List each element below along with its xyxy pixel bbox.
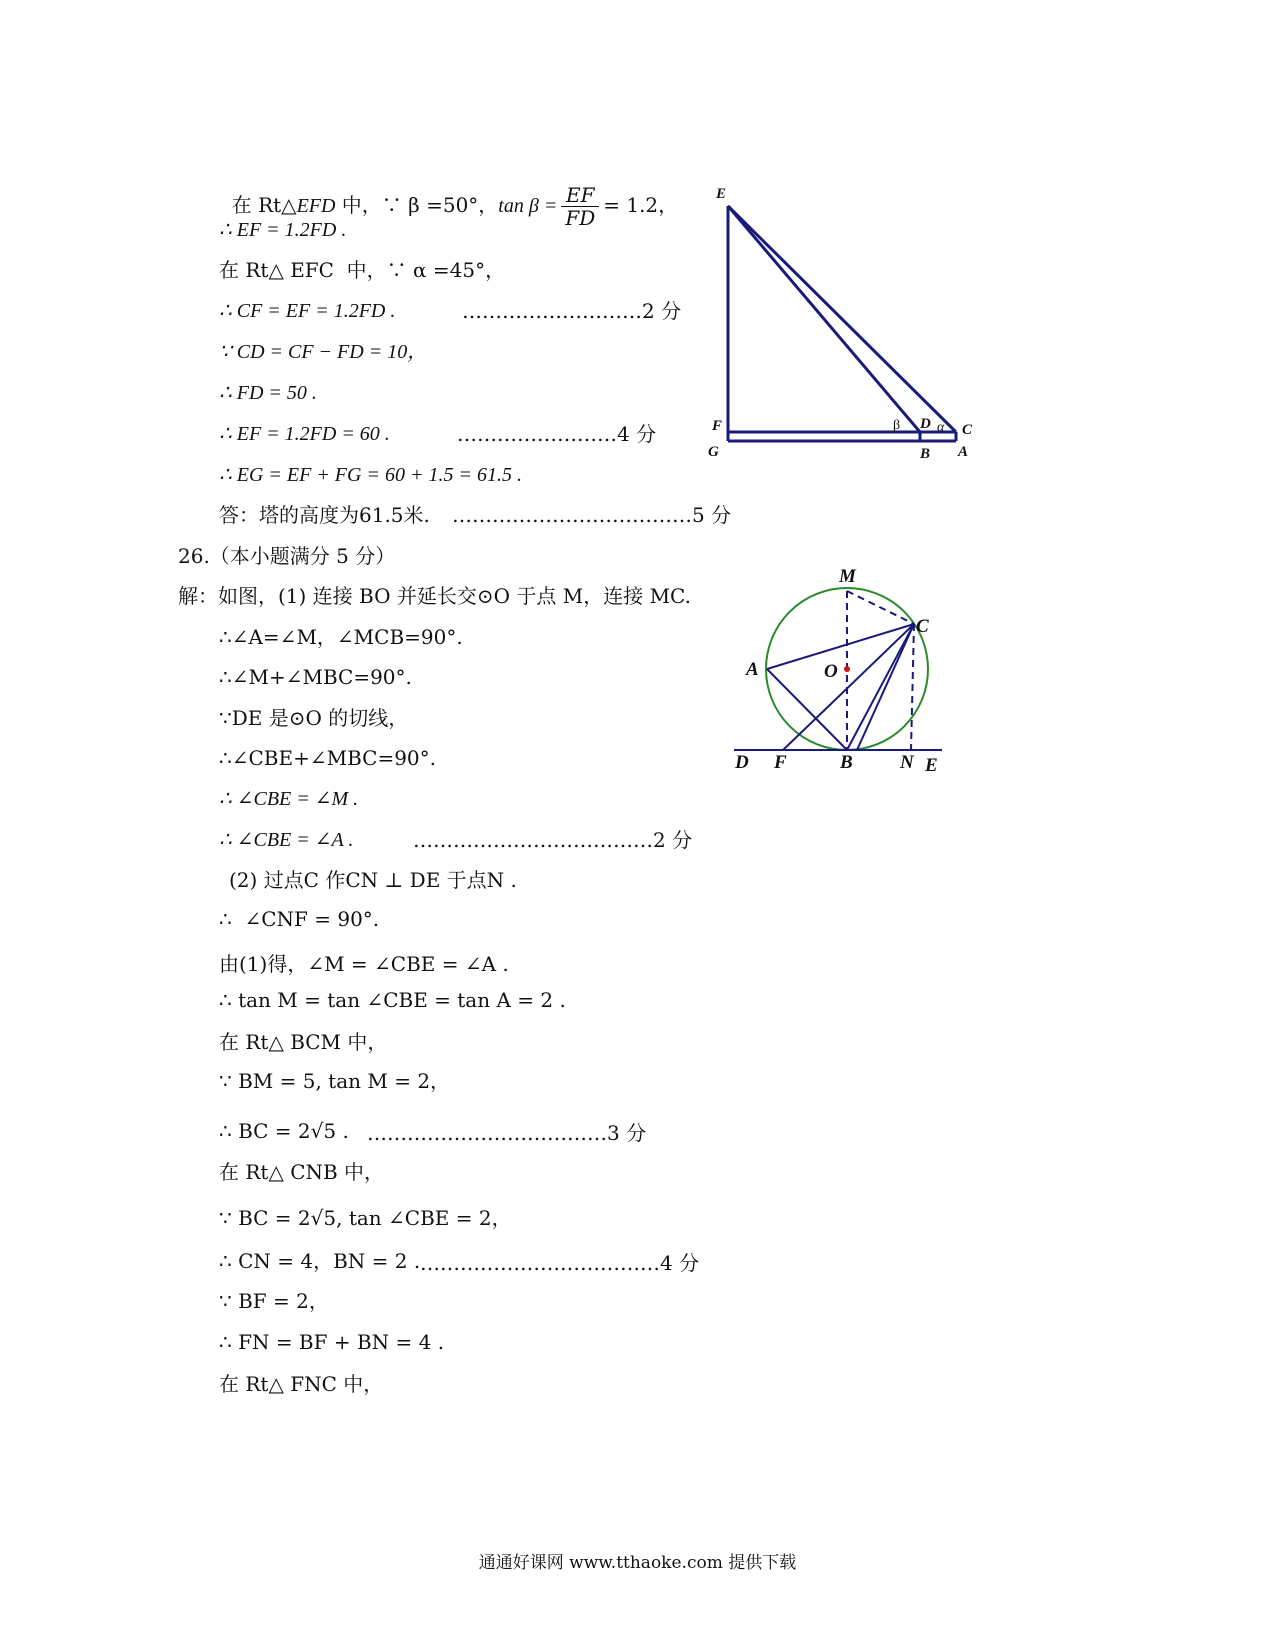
step-line: (2) 过点C 作CN ⊥ DE 于点N . (229, 868, 517, 892)
step-line: ∵ BM = 5, tan M = 2， (219, 1069, 451, 1093)
tower-triangle-figure (700, 178, 1000, 468)
label-G: G (708, 444, 719, 460)
center-point-O (844, 666, 850, 672)
step-line: ∴ ∠CBE = ∠A . (219, 829, 354, 851)
label-A: A (746, 659, 759, 680)
score-marker: ………………………………4 分 (420, 1251, 700, 1275)
answer-line: 答：塔的高度为61.5米. (219, 503, 430, 527)
label-F: F (712, 418, 723, 434)
step-line: 由(1)得，∠M = ∠CBE = ∠A . (219, 952, 509, 976)
math-fragment: tan β = (498, 195, 558, 217)
segment-CN (911, 624, 914, 750)
segment-CB (847, 624, 914, 750)
label-C: C (916, 616, 929, 637)
numerator: EF (561, 184, 599, 207)
fraction (561, 184, 599, 229)
label-E: E (925, 755, 938, 776)
step-line: ∴ tan M = tan ∠CBE = tan A = 2 . (219, 988, 566, 1012)
label-D: D (735, 752, 749, 773)
segment-ED (728, 206, 920, 432)
step-line: ∴∠CBE+∠MBC=90°. (219, 746, 437, 770)
circle-tangent-figure (726, 562, 956, 782)
label-B: B (840, 752, 853, 773)
step-line: ∴ CF = EF = 1.2FD . (219, 300, 396, 322)
label-M: M (839, 566, 856, 587)
step-line: ∴ FN = BF + BN = 4 . (219, 1330, 445, 1354)
step-line: ∴ EF = 1.2FD = 60 . (219, 423, 390, 445)
step-line: ∴∠M+∠MBC=90°. (219, 665, 412, 689)
step-line: 在 Rt△ FNC 中， (219, 1372, 384, 1396)
step-line: 在 Rt△ CNB 中， (219, 1160, 385, 1184)
score-marker: ………………………………2 分 (413, 828, 693, 852)
step-line: ∴ ∠CNF = 90°. (219, 907, 380, 931)
label-E: E (716, 186, 727, 202)
label-B: B (920, 446, 931, 462)
label-O: O (824, 661, 838, 682)
segment-CF (783, 624, 914, 750)
text-fragment: 中，∵ β =50°， (335, 193, 499, 217)
denominator: FD (565, 206, 596, 230)
step-line: ∴ ∠CBE = ∠M . (219, 788, 359, 810)
math-fragment: EFD (296, 195, 336, 217)
text-fragment: = 1.2， (603, 193, 679, 217)
step-line: ∵ BF = 2， (219, 1289, 329, 1313)
label-N: N (900, 752, 914, 773)
step-line: ∴∠A=∠M，∠MCB=90°. (219, 625, 463, 649)
question-title: 26.（本小题满分 5 分） (178, 544, 396, 568)
score-marker: ……………………4 分 (457, 422, 657, 446)
step-line: ∴ BC = 2√5 . (219, 1119, 349, 1143)
figure1-lines (728, 206, 956, 441)
step-line: 在 Rt△ EFC 中，∵ α =45°， (219, 258, 506, 282)
segment-EC (728, 206, 956, 432)
score-marker: ………………………2 分 (462, 299, 682, 323)
label-alpha: α (937, 420, 945, 435)
label-C: C (962, 422, 973, 438)
text-fragment: 在 Rt△ (231, 193, 297, 217)
label-A: A (958, 444, 969, 460)
step-line: ∴ FD = 50 . (219, 382, 317, 404)
step-line: 在 Rt△ BCM 中， (219, 1030, 388, 1054)
score-marker: ………………………………5 分 (452, 503, 732, 527)
score-marker: ………………………………3 分 (367, 1121, 647, 1145)
label-D: D (920, 416, 931, 432)
step-line: 解：如图，(1) 连接 BO 并延长交⊙O 于点 M，连接 MC. (178, 584, 691, 608)
label-beta: β (893, 418, 901, 433)
segment-C-to-chord (857, 624, 914, 750)
step-line: ∵ BC = 2√5, tan ∠CBE = 2， (219, 1206, 512, 1230)
step-line: ∴ CN = 4，BN = 2 . (219, 1249, 421, 1273)
label-F: F (774, 752, 787, 773)
step-line: ∵DE 是⊙O 的切线， (219, 706, 409, 730)
step-line: ∴ EG = EF + FG = 60 + 1.5 = 61.5 . (219, 464, 522, 486)
page-footer: 通通好课网 www.tthaoke.com 提供下载 (478, 1553, 797, 1573)
step-line: ∴ EF = 1.2FD . (219, 219, 347, 241)
step-line: ∵ CD = CF − FD = 10， (219, 341, 428, 363)
